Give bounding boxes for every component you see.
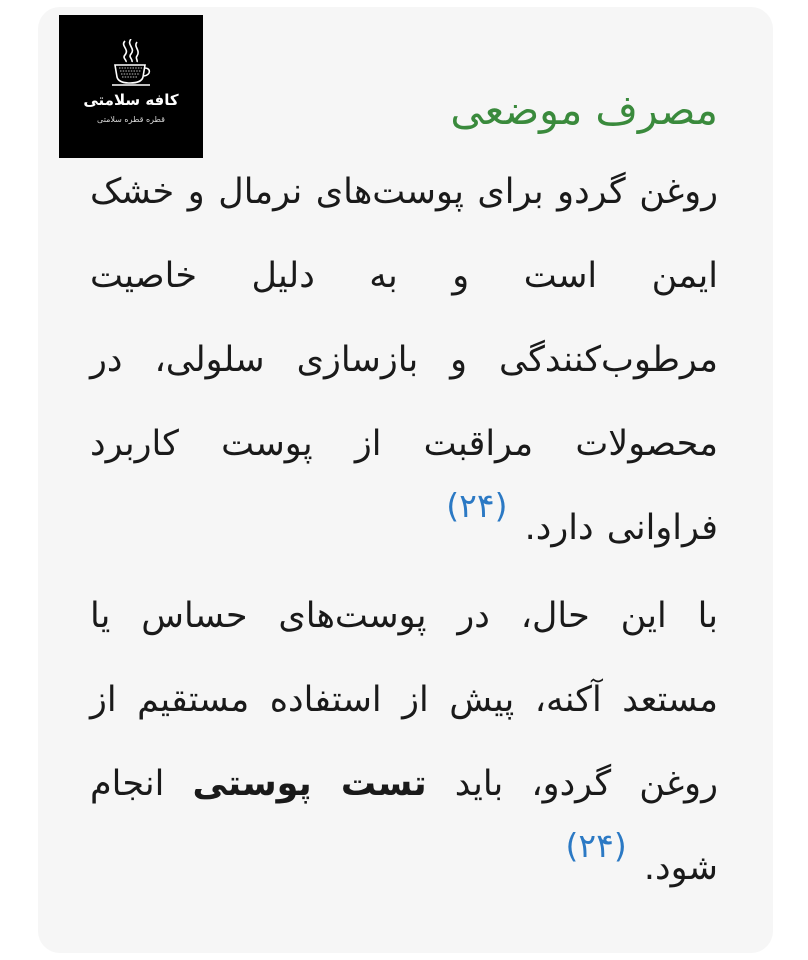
paragraph-1-text: روغن گردو برای پوست‌های نرمال و خشک ایمن است و به دلیل خاصیت مرطوب‌کنندگی و بازسازی سلولی، در محصولات مراقبت از پوست کاربرد فراوانی دارد. [90,172,718,548]
logo-slogan: قطره قطره سلامتی [97,115,165,124]
reference-link[interactable]: (۲۴) [565,826,627,865]
paragraph-2-text-before: با این حال، در پوست‌های حساس یا مستعد آکنه، پیش از استفاده مستقیم از روغن گردو، باید [90,596,718,804]
bold-term: تست پوستی [192,764,427,804]
paragraph-1 [90,150,718,570]
section-title: مصرف موضعی [450,86,718,134]
article-content [90,70,718,910]
paragraph-2-text-after: انجام شود. [90,764,718,888]
coffee-cup-icon [109,39,153,89]
cafe-salamati-logo [59,15,203,158]
paragraph-2 [90,574,718,910]
logo-name: کافه سلامتی [83,91,179,109]
reference-link[interactable]: (۲۴) [446,486,508,525]
